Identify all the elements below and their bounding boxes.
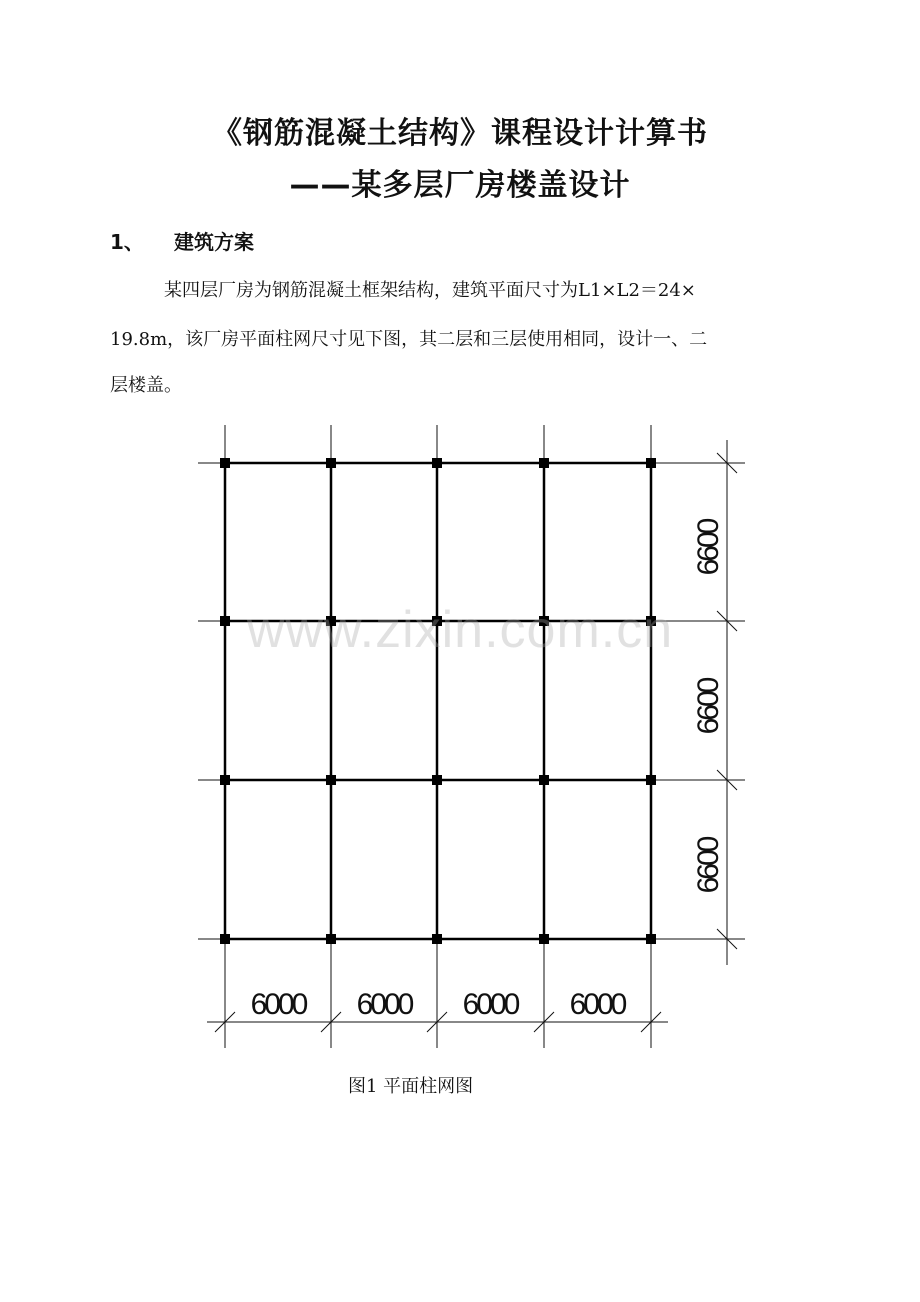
dim-label-x2: 6000: [356, 988, 412, 1021]
column-marker: [646, 934, 656, 944]
column-marker: [326, 775, 336, 785]
dim-label-x1: 6000: [250, 988, 306, 1021]
column-marker: [646, 616, 656, 626]
axis-lines: [198, 425, 745, 1048]
figure-caption: 图1 平面柱网图: [348, 1076, 474, 1097]
column-marker: [539, 775, 549, 785]
document-title: 《钢筋混凝土结构》课程设计计算书: [212, 116, 708, 151]
column-marker: [326, 616, 336, 626]
paragraph-line-3: 层楼盖。: [110, 375, 182, 396]
column-marker: [432, 616, 442, 626]
column-marker: [646, 775, 656, 785]
paragraph-line-2: 19.8m，该厂房平面柱网尺寸见下图，其二层和三层使用相同，设计一、二: [110, 329, 708, 350]
column-marker: [326, 458, 336, 468]
dim-label-y1: 6600: [692, 520, 725, 576]
section-number: 1、: [110, 230, 144, 254]
column-marker: [432, 934, 442, 944]
column-marker: [220, 458, 230, 468]
column-marker: [646, 458, 656, 468]
column-marker: [326, 934, 336, 944]
dim-label-y2: 6600: [692, 679, 725, 735]
dim-label-y3: 6600: [692, 838, 725, 894]
column-marker: [220, 775, 230, 785]
dim-label-x3: 6000: [462, 988, 518, 1021]
column-marker: [539, 934, 549, 944]
document-subtitle: ——某多层厂房楼盖设计: [289, 168, 631, 203]
column-marker: [432, 775, 442, 785]
column-marker: [220, 934, 230, 944]
paragraph-line-1: 某四层厂房为钢筋混凝土框架结构，建筑平面尺寸为L1×L2＝24×: [164, 280, 696, 301]
column-marker: [432, 458, 442, 468]
column-marker: [220, 616, 230, 626]
beam-lines: [225, 463, 651, 939]
watermark: www.zixin.com.cn: [246, 601, 674, 659]
dim-label-x4: 6000: [569, 988, 625, 1021]
column-marker: [539, 458, 549, 468]
column-marker: [539, 616, 549, 626]
section-title: 建筑方案: [174, 230, 254, 254]
